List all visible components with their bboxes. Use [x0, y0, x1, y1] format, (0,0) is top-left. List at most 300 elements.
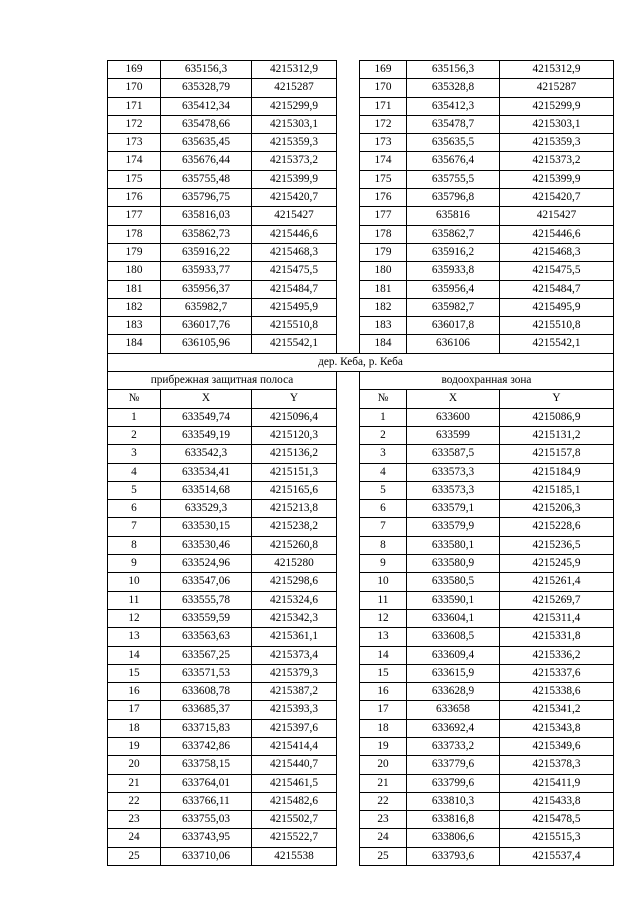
y-coordinate-left: 4215287 [252, 79, 337, 97]
table-row [108, 683, 614, 701]
y-coordinate-left: 4215298,6 [252, 573, 337, 591]
point-number-right: 5 [360, 481, 407, 499]
y-coordinate-right: 4215337,6 [500, 664, 614, 682]
point-number-left: 17 [108, 701, 161, 719]
y-coordinate-right: 4215537,4 [500, 847, 614, 865]
y-coordinate-left: 4215359,3 [252, 134, 337, 152]
bottom-section [108, 408, 614, 865]
point-number-right: 182 [360, 298, 407, 316]
y-coordinate-right: 4215311,4 [500, 609, 614, 627]
y-coordinate-right: 4215359,3 [500, 134, 614, 152]
x-coordinate-left: 633563,63 [161, 628, 252, 646]
y-coordinate-right: 4215157,8 [500, 445, 614, 463]
column-gap [337, 792, 360, 810]
point-number-right: 20 [360, 756, 407, 774]
x-coordinate-right: 635478,7 [407, 115, 500, 133]
point-number-right: 175 [360, 170, 407, 188]
header-y-left: Y [252, 390, 337, 408]
point-number-left: 4 [108, 463, 161, 481]
column-gap [337, 463, 360, 481]
point-number-left: 169 [108, 61, 161, 79]
y-coordinate-left: 4215522,7 [252, 829, 337, 847]
left-caption: прибрежная защитная полоса [108, 372, 337, 390]
point-number-right: 183 [360, 317, 407, 335]
y-coordinate-left: 4215440,7 [252, 756, 337, 774]
coordinates-table [107, 60, 614, 866]
x-coordinate-right: 635956,4 [407, 280, 500, 298]
point-number-left: 174 [108, 152, 161, 170]
table-row [108, 664, 614, 682]
y-coordinate-left: 4215475,5 [252, 262, 337, 280]
y-coordinate-left: 4215361,1 [252, 628, 337, 646]
x-coordinate-right: 633609,4 [407, 646, 500, 664]
y-coordinate-left: 4215495,9 [252, 298, 337, 316]
point-number-right: 184 [360, 335, 407, 353]
table-row [108, 225, 614, 243]
x-coordinate-right: 633587,5 [407, 445, 500, 463]
point-number-right: 18 [360, 719, 407, 737]
y-coordinate-right: 4215484,7 [500, 280, 614, 298]
x-coordinate-right: 633579,9 [407, 518, 500, 536]
x-coordinate-left: 633742,86 [161, 737, 252, 755]
header-x-left: X [161, 390, 252, 408]
x-coordinate-right: 635156,3 [407, 61, 500, 79]
point-number-right: 170 [360, 79, 407, 97]
point-number-right: 17 [360, 701, 407, 719]
column-gap [337, 79, 360, 97]
x-coordinate-left: 633542,3 [161, 445, 252, 463]
x-coordinate-left: 633547,06 [161, 573, 252, 591]
point-number-left: 9 [108, 555, 161, 573]
y-coordinate-right: 4215399,9 [500, 170, 614, 188]
point-number-right: 179 [360, 243, 407, 261]
point-number-left: 171 [108, 97, 161, 115]
x-coordinate-left: 635478,66 [161, 115, 252, 133]
x-coordinate-right: 633573,3 [407, 481, 500, 499]
column-gap [337, 426, 360, 444]
y-coordinate-left: 4215399,9 [252, 170, 337, 188]
table-row [108, 134, 614, 152]
column-gap [337, 243, 360, 261]
x-coordinate-right: 633810,3 [407, 792, 500, 810]
table-row [108, 792, 614, 810]
y-coordinate-right: 4215542,1 [500, 335, 614, 353]
column-gap [337, 390, 360, 408]
point-number-left: 172 [108, 115, 161, 133]
point-number-right: 176 [360, 189, 407, 207]
table-row [108, 628, 614, 646]
x-coordinate-right: 633816,8 [407, 811, 500, 829]
x-coordinate-left: 635676,44 [161, 152, 252, 170]
point-number-left: 176 [108, 189, 161, 207]
point-number-right: 173 [360, 134, 407, 152]
column-gap [337, 664, 360, 682]
table-row [108, 207, 614, 225]
point-number-right: 11 [360, 591, 407, 609]
point-number-right: 16 [360, 683, 407, 701]
x-coordinate-left: 636017,76 [161, 317, 252, 335]
column-gap [337, 372, 360, 390]
column-gap [337, 170, 360, 188]
right-caption: водоохранная зона [360, 372, 614, 390]
column-gap [337, 61, 360, 79]
y-coordinate-right: 4215343,8 [500, 719, 614, 737]
y-coordinate-left: 4215379,3 [252, 664, 337, 682]
point-number-left: 25 [108, 847, 161, 865]
y-coordinate-right: 4215261,4 [500, 573, 614, 591]
table-row [108, 536, 614, 554]
point-number-left: 20 [108, 756, 161, 774]
y-coordinate-right: 4215378,3 [500, 756, 614, 774]
y-coordinate-left: 4215427 [252, 207, 337, 225]
section-header [108, 353, 614, 408]
table-row [108, 500, 614, 518]
column-gap [337, 280, 360, 298]
x-coordinate-left: 633571,53 [161, 664, 252, 682]
y-coordinate-left: 4215342,3 [252, 609, 337, 627]
point-number-right: 22 [360, 792, 407, 810]
table-row [108, 335, 614, 353]
x-coordinate-right: 635796,8 [407, 189, 500, 207]
y-coordinate-left: 4215468,3 [252, 243, 337, 261]
point-number-left: 19 [108, 737, 161, 755]
column-gap [337, 811, 360, 829]
x-coordinate-right: 633799,6 [407, 774, 500, 792]
y-coordinate-right: 4215495,9 [500, 298, 614, 316]
point-number-left: 1 [108, 408, 161, 426]
top-section [108, 61, 614, 354]
point-number-left: 23 [108, 811, 161, 829]
table-row [108, 719, 614, 737]
point-number-right: 2 [360, 426, 407, 444]
y-coordinate-right: 4215478,5 [500, 811, 614, 829]
point-number-right: 3 [360, 445, 407, 463]
y-coordinate-right: 4215338,6 [500, 683, 614, 701]
x-coordinate-right: 635755,5 [407, 170, 500, 188]
point-number-right: 13 [360, 628, 407, 646]
y-coordinate-left: 4215373,2 [252, 152, 337, 170]
x-coordinate-left: 633685,37 [161, 701, 252, 719]
y-coordinate-left: 4215165,6 [252, 481, 337, 499]
column-gap [337, 317, 360, 335]
column-gap [337, 719, 360, 737]
point-number-left: 13 [108, 628, 161, 646]
table-row [108, 609, 614, 627]
point-number-left: 16 [108, 683, 161, 701]
table-row [108, 298, 614, 316]
point-number-right: 10 [360, 573, 407, 591]
y-coordinate-right: 4215287 [500, 79, 614, 97]
y-coordinate-right: 4215475,5 [500, 262, 614, 280]
column-gap [337, 115, 360, 133]
y-coordinate-left: 4215461,5 [252, 774, 337, 792]
point-number-left: 182 [108, 298, 161, 316]
x-coordinate-left: 633608,78 [161, 683, 252, 701]
point-number-left: 173 [108, 134, 161, 152]
point-number-left: 18 [108, 719, 161, 737]
x-coordinate-left: 633555,78 [161, 591, 252, 609]
y-coordinate-right: 4215331,8 [500, 628, 614, 646]
column-gap [337, 500, 360, 518]
column-gap [337, 573, 360, 591]
table-row [108, 408, 614, 426]
y-coordinate-left: 4215120,3 [252, 426, 337, 444]
table-row [108, 262, 614, 280]
y-coordinate-right: 4215299,9 [500, 97, 614, 115]
x-coordinate-left: 633758,15 [161, 756, 252, 774]
y-coordinate-right: 4215515,3 [500, 829, 614, 847]
y-coordinate-left: 4215510,8 [252, 317, 337, 335]
point-number-left: 5 [108, 481, 161, 499]
x-coordinate-left: 633534,41 [161, 463, 252, 481]
table-row [108, 189, 614, 207]
x-coordinate-right: 635982,7 [407, 298, 500, 316]
table-row [108, 646, 614, 664]
x-coordinate-left: 635862,73 [161, 225, 252, 243]
table-row [108, 573, 614, 591]
column-gap [337, 829, 360, 847]
x-coordinate-left: 635796,75 [161, 189, 252, 207]
point-number-left: 2 [108, 426, 161, 444]
column-gap [337, 262, 360, 280]
y-coordinate-left: 4215136,2 [252, 445, 337, 463]
x-coordinate-right: 635328,8 [407, 79, 500, 97]
y-coordinate-right: 4215228,6 [500, 518, 614, 536]
point-number-right: 174 [360, 152, 407, 170]
point-number-right: 7 [360, 518, 407, 536]
header-num-right: № [360, 390, 407, 408]
y-coordinate-right: 4215236,5 [500, 536, 614, 554]
point-number-left: 12 [108, 609, 161, 627]
x-coordinate-left: 636105,96 [161, 335, 252, 353]
x-coordinate-left: 633549,19 [161, 426, 252, 444]
x-coordinate-right: 635412,3 [407, 97, 500, 115]
column-gap [337, 847, 360, 865]
y-coordinate-right: 4215433,8 [500, 792, 614, 810]
point-number-left: 184 [108, 335, 161, 353]
point-number-left: 7 [108, 518, 161, 536]
point-number-right: 178 [360, 225, 407, 243]
x-coordinate-right: 633806,6 [407, 829, 500, 847]
y-coordinate-right: 4215373,2 [500, 152, 614, 170]
y-coordinate-right: 4215446,6 [500, 225, 614, 243]
point-number-right: 1 [360, 408, 407, 426]
x-coordinate-left: 635916,22 [161, 243, 252, 261]
x-coordinate-right: 633580,9 [407, 555, 500, 573]
point-number-left: 6 [108, 500, 161, 518]
y-coordinate-left: 4215373,4 [252, 646, 337, 664]
y-coordinate-right: 4215185,1 [500, 481, 614, 499]
y-coordinate-right: 4215420,7 [500, 189, 614, 207]
x-coordinate-right: 633608,5 [407, 628, 500, 646]
y-coordinate-left: 4215397,6 [252, 719, 337, 737]
x-coordinate-left: 633514,68 [161, 481, 252, 499]
y-coordinate-left: 4215420,7 [252, 189, 337, 207]
point-number-right: 171 [360, 97, 407, 115]
column-gap [337, 609, 360, 627]
x-coordinate-right: 633590,1 [407, 591, 500, 609]
y-coordinate-right: 4215184,9 [500, 463, 614, 481]
column-gap [337, 189, 360, 207]
column-gap [337, 683, 360, 701]
point-number-left: 179 [108, 243, 161, 261]
y-coordinate-right: 4215341,2 [500, 701, 614, 719]
column-gap [337, 134, 360, 152]
x-coordinate-right: 633658 [407, 701, 500, 719]
x-coordinate-right: 633580,1 [407, 536, 500, 554]
column-gap [337, 536, 360, 554]
point-number-right: 6 [360, 500, 407, 518]
point-number-right: 9 [360, 555, 407, 573]
x-coordinate-left: 635412,34 [161, 97, 252, 115]
x-coordinate-left: 635933,77 [161, 262, 252, 280]
x-coordinate-left: 633766,11 [161, 792, 252, 810]
y-coordinate-left: 4215260,8 [252, 536, 337, 554]
table-row [108, 774, 614, 792]
y-coordinate-right: 4215427 [500, 207, 614, 225]
table-row [108, 591, 614, 609]
table-row [108, 280, 614, 298]
point-number-right: 15 [360, 664, 407, 682]
column-headers [108, 390, 614, 408]
x-coordinate-left: 635816,03 [161, 207, 252, 225]
x-coordinate-right: 633580,5 [407, 573, 500, 591]
x-coordinate-right: 635635,5 [407, 134, 500, 152]
table-row [108, 847, 614, 865]
x-coordinate-left: 633710,06 [161, 847, 252, 865]
y-coordinate-right: 4215349,6 [500, 737, 614, 755]
x-coordinate-right: 636106 [407, 335, 500, 353]
y-coordinate-right: 4215245,9 [500, 555, 614, 573]
table-row [108, 170, 614, 188]
table-row [108, 701, 614, 719]
point-number-left: 183 [108, 317, 161, 335]
section-title: дер. Кеба, р. Кеба [108, 353, 614, 371]
x-coordinate-right: 633779,6 [407, 756, 500, 774]
point-number-left: 180 [108, 262, 161, 280]
point-number-right: 180 [360, 262, 407, 280]
x-coordinate-right: 633600 [407, 408, 500, 426]
point-number-left: 181 [108, 280, 161, 298]
table-row [108, 829, 614, 847]
header-y-right: Y [500, 390, 614, 408]
column-gap [337, 481, 360, 499]
point-number-left: 22 [108, 792, 161, 810]
y-coordinate-right: 4215312,9 [500, 61, 614, 79]
table-row [108, 445, 614, 463]
point-number-right: 12 [360, 609, 407, 627]
x-coordinate-right: 635676,4 [407, 152, 500, 170]
column-gap [337, 756, 360, 774]
x-coordinate-right: 633599 [407, 426, 500, 444]
y-coordinate-left: 4215387,2 [252, 683, 337, 701]
y-coordinate-right: 4215468,3 [500, 243, 614, 261]
table-row [108, 243, 614, 261]
point-number-left: 24 [108, 829, 161, 847]
point-number-right: 23 [360, 811, 407, 829]
header-num-left: № [108, 390, 161, 408]
y-coordinate-left: 4215213,8 [252, 500, 337, 518]
y-coordinate-left: 4215299,9 [252, 97, 337, 115]
coordinates-document [107, 60, 614, 866]
table-row [108, 97, 614, 115]
y-coordinate-left: 4215446,6 [252, 225, 337, 243]
column-gap [337, 737, 360, 755]
point-number-left: 178 [108, 225, 161, 243]
point-number-left: 10 [108, 573, 161, 591]
point-number-right: 169 [360, 61, 407, 79]
x-coordinate-left: 633549,74 [161, 408, 252, 426]
y-coordinate-right: 4215411,9 [500, 774, 614, 792]
column-gap [337, 152, 360, 170]
table-row [108, 79, 614, 97]
header-x-right: X [407, 390, 500, 408]
column-gap [337, 518, 360, 536]
x-coordinate-left: 633530,15 [161, 518, 252, 536]
point-number-left: 14 [108, 646, 161, 664]
x-coordinate-right: 635816 [407, 207, 500, 225]
x-coordinate-left: 633529,3 [161, 500, 252, 518]
x-coordinate-right: 633628,9 [407, 683, 500, 701]
table-row [108, 756, 614, 774]
column-gap [337, 628, 360, 646]
y-coordinate-right: 4215206,3 [500, 500, 614, 518]
x-coordinate-left: 635755,48 [161, 170, 252, 188]
y-coordinate-left: 4215414,4 [252, 737, 337, 755]
x-coordinate-right: 633692,4 [407, 719, 500, 737]
x-coordinate-left: 635956,37 [161, 280, 252, 298]
table-row [108, 61, 614, 79]
point-number-left: 11 [108, 591, 161, 609]
point-number-left: 8 [108, 536, 161, 554]
y-coordinate-left: 4215484,7 [252, 280, 337, 298]
table-row [108, 115, 614, 133]
table-row [108, 463, 614, 481]
y-coordinate-left: 4215238,2 [252, 518, 337, 536]
point-number-right: 172 [360, 115, 407, 133]
y-coordinate-right: 4215131,2 [500, 426, 614, 444]
x-coordinate-left: 635156,3 [161, 61, 252, 79]
table-row [108, 811, 614, 829]
y-coordinate-left: 4215502,7 [252, 811, 337, 829]
column-gap [337, 646, 360, 664]
point-number-right: 19 [360, 737, 407, 755]
x-coordinate-right: 633733,2 [407, 737, 500, 755]
column-gap [337, 555, 360, 573]
x-coordinate-right: 635933,8 [407, 262, 500, 280]
point-number-left: 21 [108, 774, 161, 792]
point-number-left: 175 [108, 170, 161, 188]
table-row [108, 555, 614, 573]
table-row [108, 518, 614, 536]
x-coordinate-right: 633793,6 [407, 847, 500, 865]
table-row [108, 737, 614, 755]
y-coordinate-right: 4215086,9 [500, 408, 614, 426]
x-coordinate-right: 635916,2 [407, 243, 500, 261]
x-coordinate-left: 633743,95 [161, 829, 252, 847]
x-coordinate-right: 633604,1 [407, 609, 500, 627]
x-coordinate-left: 635635,45 [161, 134, 252, 152]
y-coordinate-right: 4215510,8 [500, 317, 614, 335]
y-coordinate-right: 4215303,1 [500, 115, 614, 133]
y-coordinate-left: 4215538 [252, 847, 337, 865]
point-number-left: 170 [108, 79, 161, 97]
column-gap [337, 207, 360, 225]
y-coordinate-left: 4215096,4 [252, 408, 337, 426]
point-number-right: 177 [360, 207, 407, 225]
y-coordinate-left: 4215312,9 [252, 61, 337, 79]
y-coordinate-left: 4215280 [252, 555, 337, 573]
